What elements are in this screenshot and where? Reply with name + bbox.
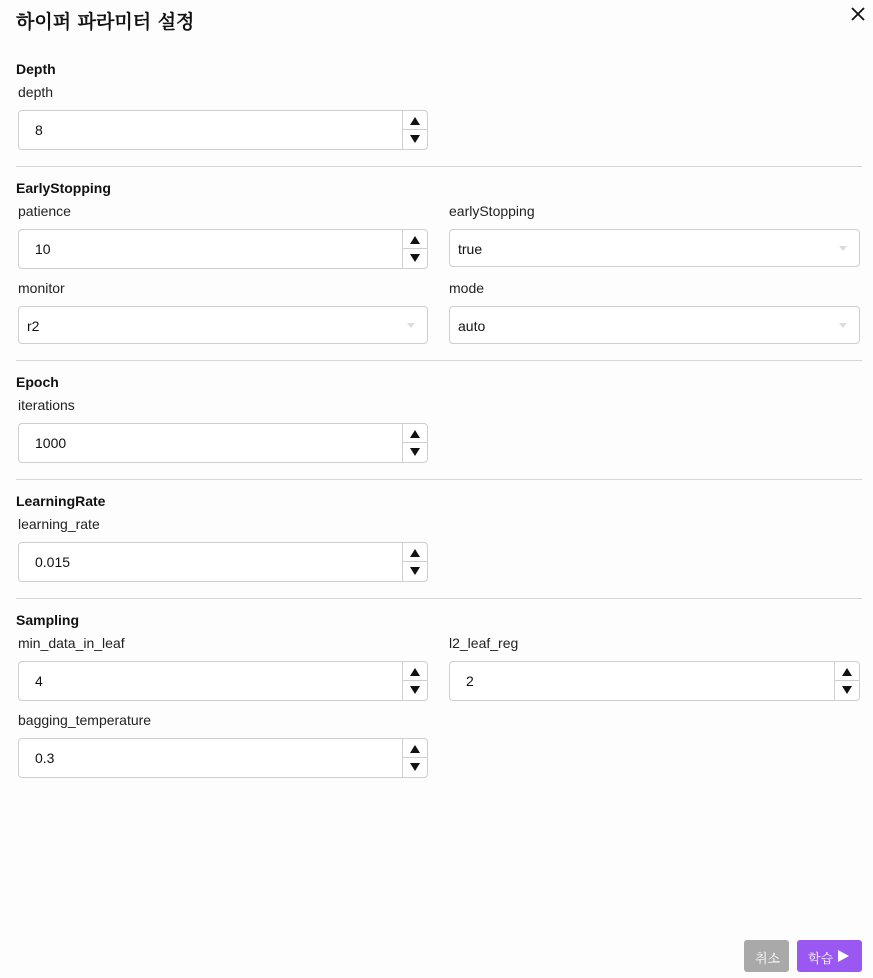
depth-input[interactable] [18, 110, 428, 150]
arrow-down-icon [410, 567, 420, 575]
l2-leaf-reg-decrement-button[interactable] [835, 681, 859, 700]
depth-increment-button[interactable] [403, 111, 427, 130]
min-data-in-leaf-decrement-button[interactable] [403, 681, 427, 700]
patience-increment-button[interactable] [403, 230, 427, 249]
chevron-down-icon [839, 323, 847, 328]
train-button[interactable] [797, 940, 862, 972]
divider [16, 166, 862, 167]
min-data-in-leaf-input[interactable] [18, 661, 428, 701]
min-data-in-leaf-spinner [402, 662, 427, 700]
monitor-select[interactable] [18, 306, 428, 344]
bagging-temperature-decrement-button[interactable] [403, 758, 427, 777]
field-label-mode: mode [449, 280, 485, 296]
iterations-decrement-button[interactable] [403, 443, 427, 462]
arrow-up-icon [410, 745, 420, 753]
arrow-up-icon [842, 668, 852, 676]
chevron-down-icon [839, 246, 847, 251]
mode-value: auto [458, 318, 486, 334]
arrow-down-icon [410, 254, 420, 262]
field-label-iterations: iterations [18, 397, 75, 413]
learning-rate-input[interactable] [18, 542, 428, 582]
train-button-label: 학습 [808, 952, 834, 967]
bagging-temperature-value: 0.3 [35, 750, 55, 766]
arrow-up-icon [410, 117, 420, 125]
section-title-sampling: Sampling [16, 612, 80, 628]
min-data-in-leaf-increment-button[interactable] [403, 662, 427, 681]
cancel-button-label: 취소 [755, 952, 781, 967]
arrow-down-icon [410, 763, 420, 771]
arrow-up-icon [410, 236, 420, 244]
l2-leaf-reg-input[interactable] [449, 661, 860, 701]
arrow-up-icon [410, 668, 420, 676]
divider [16, 598, 862, 599]
iterations-spinner [402, 424, 427, 462]
min-data-in-leaf-value: 4 [35, 673, 43, 689]
depth-decrement-button[interactable] [403, 130, 427, 149]
learning-rate-value: 0.015 [35, 554, 71, 570]
bagging-temperature-input[interactable] [18, 738, 428, 778]
l2-leaf-reg-value: 2 [466, 673, 474, 689]
arrow-down-icon [410, 686, 420, 694]
iterations-input[interactable] [18, 423, 428, 463]
section-title-learning-rate: LearningRate [16, 493, 106, 509]
patience-decrement-button[interactable] [403, 249, 427, 268]
divider [16, 360, 862, 361]
chevron-down-icon [407, 323, 415, 328]
learning-rate-increment-button[interactable] [403, 543, 427, 562]
learning-rate-spinner [402, 543, 427, 581]
l2-leaf-reg-spinner [834, 662, 859, 700]
arrow-up-icon [410, 430, 420, 438]
field-label-monitor: monitor [18, 280, 65, 296]
arrow-down-icon [410, 448, 420, 456]
patience-value: 10 [35, 241, 51, 257]
play-icon [838, 950, 849, 962]
section-title-early-stopping: EarlyStopping [16, 180, 111, 196]
depth-spinner [402, 111, 427, 149]
bagging-temperature-spinner [402, 739, 427, 777]
early-stopping-value: true [458, 241, 483, 257]
iterations-value: 1000 [35, 435, 67, 451]
patience-spinner [402, 230, 427, 268]
arrow-down-icon [842, 686, 852, 694]
field-label-patience: patience [18, 203, 71, 219]
field-label-bagging-temperature: bagging_temperature [18, 712, 152, 728]
field-label-min-data-in-leaf: min_data_in_leaf [18, 635, 125, 651]
field-label-depth: depth [18, 84, 54, 100]
depth-value: 8 [35, 122, 43, 138]
arrow-down-icon [410, 135, 420, 143]
l2-leaf-reg-increment-button[interactable] [835, 662, 859, 681]
iterations-increment-button[interactable] [403, 424, 427, 443]
mode-select[interactable] [449, 306, 860, 344]
section-title-depth: Depth [16, 61, 56, 77]
arrow-up-icon [410, 549, 420, 557]
field-label-learning-rate: learning_rate [18, 516, 100, 532]
divider [16, 479, 862, 480]
learning-rate-decrement-button[interactable] [403, 562, 427, 581]
bagging-temperature-increment-button[interactable] [403, 739, 427, 758]
dialog-title: 하이퍼 파라미터 설정 [16, 11, 195, 33]
early-stopping-select[interactable] [449, 229, 860, 267]
field-label-early-stopping: earlyStopping [449, 203, 535, 219]
cancel-button[interactable] [744, 940, 789, 972]
section-title-epoch: Epoch [16, 374, 59, 390]
monitor-value: r2 [27, 318, 40, 334]
field-label-l2-leaf-reg: l2_leaf_reg [449, 635, 519, 651]
patience-input[interactable] [18, 229, 428, 269]
close-icon[interactable] [848, 4, 868, 24]
